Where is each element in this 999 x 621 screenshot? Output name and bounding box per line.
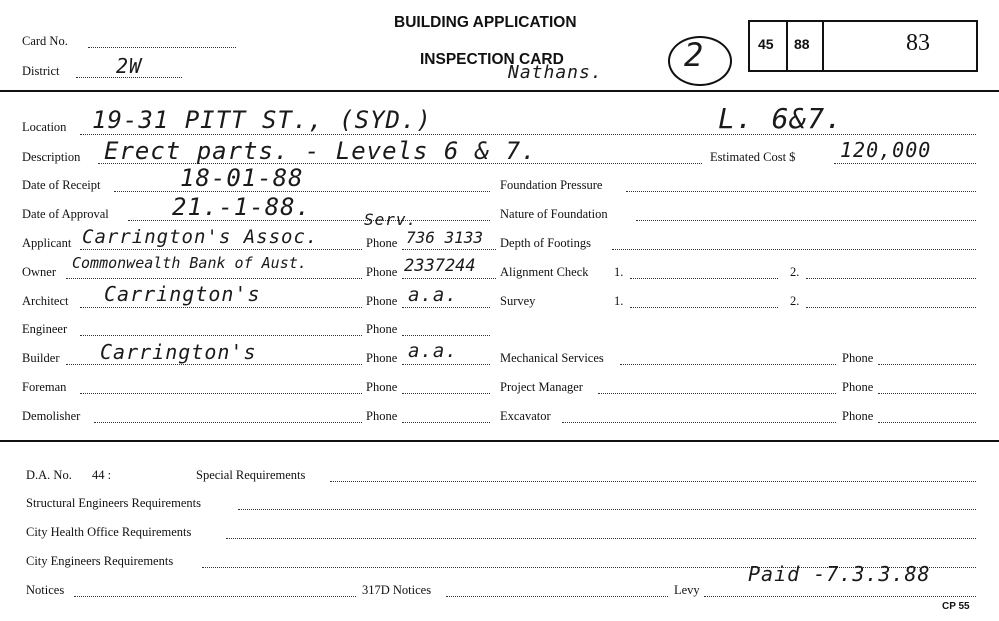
notices-line [74, 596, 356, 597]
form-title: BUILDING APPLICATION [394, 14, 577, 31]
architect-line [80, 307, 362, 308]
project-manager-line [598, 393, 836, 394]
alignment-check-1-line [630, 278, 778, 279]
architect-phone-value: a.a. [408, 284, 458, 306]
survey-1-line [630, 307, 778, 308]
alignment-check-2: 2. [790, 265, 800, 279]
applicant-phone-note: Serv. [364, 210, 418, 229]
project-manager-label: Project Manager [500, 380, 583, 394]
alignment-check-2-line [806, 278, 976, 279]
owner-phone-line [402, 278, 496, 279]
builder-label: Builder [22, 351, 60, 365]
inspector-name: Nathans. [508, 62, 603, 83]
date-approval-value: 21.-1-88. [172, 193, 312, 221]
date-receipt-label: Date of Receipt [22, 178, 101, 192]
mechanical-services-line [620, 364, 836, 365]
structural-requirements-line [238, 509, 976, 510]
builder-phone-value: a.a. [408, 340, 458, 362]
nature-foundation-label: Nature of Foundation [500, 207, 608, 221]
special-requirements-label: Special Requirements [196, 468, 306, 482]
engineer-phone-line [402, 335, 490, 336]
levy-line [704, 596, 976, 597]
alignment-check-1: 1. [614, 265, 624, 279]
box-cell-1: 45 [758, 36, 774, 52]
architect-value: Carrington's [104, 282, 261, 306]
owner-line [66, 278, 362, 279]
district-label: District [22, 64, 60, 78]
levy-label: Levy [674, 583, 700, 597]
estimated-cost-line [834, 163, 976, 164]
circled-number: 2 [684, 36, 705, 74]
excavator-line [562, 422, 836, 423]
notices-317d-line [446, 596, 668, 597]
health-requirements-label: City Health Office Requirements [26, 525, 192, 539]
foundation-pressure-line [626, 191, 976, 192]
mechanical-services-phone-line [878, 364, 976, 365]
notices-label: Notices [26, 583, 65, 597]
box-divider [822, 22, 824, 70]
lot-value: L. 6&7. [718, 102, 844, 135]
demolisher-line [94, 422, 362, 423]
form-subtitle: INSPECTION CARD [420, 51, 564, 68]
excavator-phone-label: Phone [842, 409, 874, 423]
survey-1: 1. [614, 294, 624, 308]
builder-phone-label: Phone [366, 351, 398, 365]
location-label: Location [22, 120, 67, 134]
survey-2-line [806, 307, 976, 308]
survey-2: 2. [790, 294, 800, 308]
excavator-label: Excavator [500, 409, 551, 423]
demolisher-phone-line [402, 422, 490, 423]
foreman-phone-line [402, 393, 490, 394]
engineer-phone-label: Phone [366, 322, 398, 336]
depth-footings-line [612, 249, 976, 250]
notices-317d-label: 317D Notices [362, 583, 432, 597]
district-value: 2W [116, 54, 143, 78]
architect-phone-line [402, 307, 490, 308]
project-manager-phone-label: Phone [842, 380, 874, 394]
nature-foundation-line [636, 220, 976, 221]
applicant-phone-value: 736 3133 [406, 228, 484, 247]
applicant-phone-label: Phone [366, 236, 398, 250]
foreman-phone-label: Phone [366, 380, 398, 394]
description-value: Erect parts. - Levels 6 & 7. [104, 137, 537, 165]
section-rule [0, 440, 999, 442]
date-receipt-value: 18-01-88 [180, 164, 304, 192]
foundation-pressure-label: Foundation Pressure [500, 178, 603, 192]
alignment-check-label: Alignment Check [500, 265, 589, 279]
mechanical-services-phone-label: Phone [842, 351, 874, 365]
builder-phone-line [402, 364, 490, 365]
card-no-line [88, 47, 236, 48]
engineer-line [80, 335, 362, 336]
builder-value: Carrington's [100, 340, 257, 364]
health-requirements-line [226, 538, 976, 539]
city-engineers-label: City Engineers Requirements [26, 554, 174, 568]
owner-value: Commonwealth Bank of Aust. [72, 254, 307, 272]
special-requirements-line [330, 481, 976, 482]
demolisher-label: Demolisher [22, 409, 81, 423]
structural-requirements-label: Structural Engineers Requirements [26, 496, 201, 510]
card-number-box [748, 20, 978, 72]
levy-value: Paid -7.3.3.88 [748, 562, 931, 586]
survey-label: Survey [500, 294, 536, 308]
applicant-value: Carrington's Assoc. [82, 226, 319, 248]
demolisher-phone-label: Phone [366, 409, 398, 423]
builder-line [66, 364, 362, 365]
estimated-cost-value: 120,000 [840, 138, 932, 162]
box-cell-2: 88 [794, 36, 810, 52]
box-divider [786, 22, 788, 70]
da-no-label: D.A. No. [26, 468, 72, 482]
owner-phone-label: Phone [366, 265, 398, 279]
applicant-label: Applicant [22, 236, 72, 250]
owner-phone-value: 2337244 [404, 256, 476, 276]
architect-phone-label: Phone [366, 294, 398, 308]
applicant-line [80, 249, 362, 250]
owner-label: Owner [22, 265, 57, 279]
depth-footings-label: Depth of Footings [500, 236, 591, 250]
architect-label: Architect [22, 294, 69, 308]
excavator-phone-line [878, 422, 976, 423]
form-code: CP 55 [942, 601, 970, 612]
estimated-cost-label: Estimated Cost $ [710, 150, 796, 164]
foreman-label: Foreman [22, 380, 67, 394]
engineer-label: Engineer [22, 322, 68, 336]
date-approval-label: Date of Approval [22, 207, 109, 221]
location-value: 19-31 PITT ST., (SYD.) [92, 106, 432, 134]
da-no-value: 44 : [92, 468, 112, 482]
project-manager-phone-line [878, 393, 976, 394]
header-rule [0, 90, 999, 92]
card-no-label: Card No. [22, 34, 68, 48]
foreman-line [80, 393, 362, 394]
description-label: Description [22, 150, 81, 164]
applicant-phone-line [402, 249, 496, 250]
box-cell-3: 83 [906, 30, 930, 56]
mechanical-services-label: Mechanical Services [500, 351, 604, 365]
